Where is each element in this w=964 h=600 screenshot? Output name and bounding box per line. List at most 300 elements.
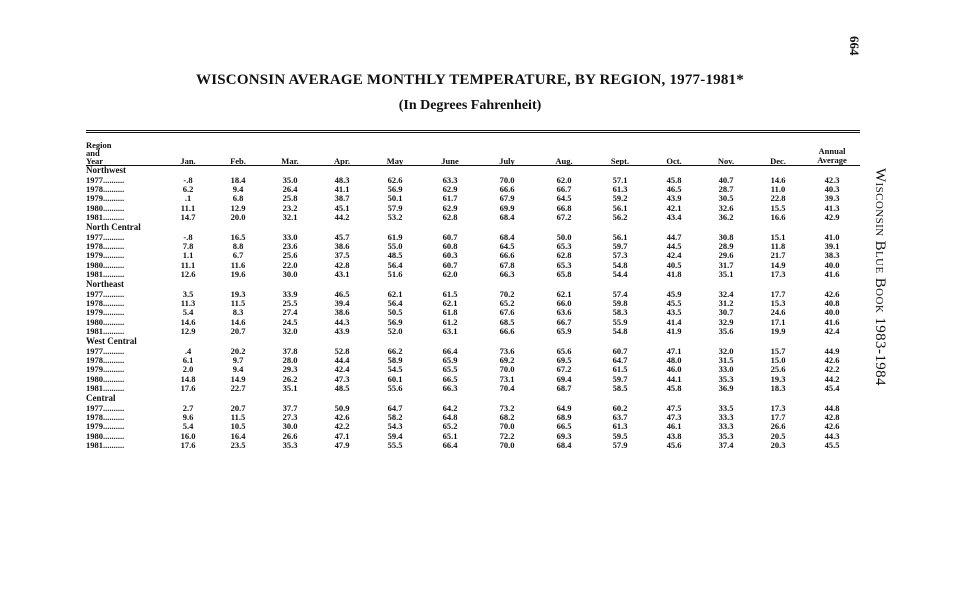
temperature-cell: 50.5 [387, 307, 403, 318]
temperature-cell: 73.2 [499, 402, 515, 413]
temperature-cell: 22.7 [230, 383, 246, 394]
temperature-cell: 54.4 [612, 269, 628, 280]
temperature-cell: 22.0 [282, 259, 298, 270]
year-cell: 1980.......... [86, 202, 125, 213]
annual-average-cell: 44.2 [824, 373, 840, 384]
temperature-cell: 69.4 [556, 373, 572, 384]
temperature-cell: 33.9 [282, 288, 298, 299]
month-header: Sept. [610, 156, 630, 166]
annual-average-cell: 39.1 [824, 241, 840, 252]
temperature-cell: 8.3 [232, 307, 244, 318]
year-cell: 1977.......... [86, 288, 125, 299]
temperature-cell: 14.9 [770, 259, 786, 270]
temperature-cell: 24.5 [282, 316, 298, 327]
temperature-cell: 19.3 [770, 373, 786, 384]
temperature-cell: 58.3 [612, 307, 628, 318]
temperature-cell: 64.2 [442, 402, 458, 413]
temperature-cell: 58.2 [387, 411, 403, 422]
temperature-cell: 72.2 [499, 430, 515, 441]
temperature-cell: 70.0 [499, 440, 515, 451]
table-row [86, 289, 860, 298]
temperature-cell: 66.6 [499, 250, 515, 261]
temperature-cell: 36.2 [718, 212, 734, 223]
running-side-title: Wisconsin Blue Book 1983-1984 [872, 168, 888, 386]
temperature-cell: 57.9 [387, 202, 403, 213]
temperature-cell: 42.6 [334, 411, 350, 422]
temperature-cell: 42.1 [666, 202, 682, 213]
temperature-cell: 9.4 [232, 184, 244, 195]
temperature-cell: 60.7 [612, 345, 628, 356]
year-cell: 1979.......... [86, 421, 125, 432]
temperature-cell: 65.9 [556, 326, 572, 337]
annual-average-cell: 40.3 [824, 184, 840, 195]
temperature-cell: 42.4 [666, 250, 682, 261]
temperature-cell: 26.6 [770, 421, 786, 432]
temperature-cell: 17.1 [770, 316, 786, 327]
temperature-cell: 31.7 [718, 259, 734, 270]
temperature-cell: 21.7 [770, 250, 786, 261]
temperature-cell: 66.3 [499, 269, 515, 280]
temperature-cell: 60.7 [442, 231, 458, 242]
annual-average-cell: 45.4 [824, 383, 840, 394]
temperature-cell: 70.0 [499, 364, 515, 375]
temperature-cell: 19.9 [770, 326, 786, 337]
temperature-cell: 8.8 [232, 241, 244, 252]
temperature-cell: 56.2 [612, 212, 628, 223]
temperature-cell: 62.8 [442, 212, 458, 223]
temperature-cell: 10.5 [230, 421, 246, 432]
temperature-cell: 14.6 [230, 316, 246, 327]
table-title: WISCONSIN AVERAGE MONTHLY TEMPERATURE, BY REGION, 1977-1981* [196, 72, 744, 88]
table-row [86, 213, 860, 222]
temperature-cell: 65.5 [442, 364, 458, 375]
temperature-cell: 23.5 [230, 440, 246, 451]
temperature-cell: 35.1 [282, 383, 298, 394]
temperature-cell: 40.5 [666, 259, 682, 270]
table-row [86, 298, 860, 307]
temperature-cell: 50.9 [334, 402, 350, 413]
temperature-cell: 11.6 [230, 259, 246, 270]
temperature-cell: 68.9 [556, 411, 572, 422]
temperature-cell: 68.7 [556, 383, 572, 394]
temperature-cell: 6.8 [232, 193, 244, 204]
month-header: Apr. [334, 156, 350, 166]
temperature-cell: 46.0 [666, 364, 682, 375]
table-row [86, 270, 860, 279]
table-row [86, 346, 860, 355]
temperature-cell: 62.6 [387, 174, 403, 185]
temperature-cell: 47.5 [666, 402, 682, 413]
temperature-cell: 43.9 [334, 326, 350, 337]
temperature-cell: 64.5 [556, 193, 572, 204]
temperature-cell: 66.4 [442, 345, 458, 356]
temperature-cell: 63.7 [612, 411, 628, 422]
temperature-cell: 20.3 [770, 440, 786, 451]
annual-average-cell: 42.3 [824, 174, 840, 185]
temperature-cell: 45.5 [666, 297, 682, 308]
year-cell: 1981.......... [86, 383, 125, 394]
year-cell: 1977.......... [86, 174, 125, 185]
annual-average-cell: 40.0 [824, 307, 840, 318]
annual-average-cell: 41.6 [824, 316, 840, 327]
temperature-cell: 47.3 [334, 373, 350, 384]
temperature-cell: 18.4 [230, 174, 246, 185]
year-cell: 1977.......... [86, 231, 125, 242]
temperature-cell: 35.3 [282, 440, 298, 451]
year-cell: 1980.......... [86, 430, 125, 441]
table-body [86, 165, 860, 450]
temperature-cell: 30.0 [282, 421, 298, 432]
temperature-cell: 68.4 [499, 212, 515, 223]
year-cell: 1981.......... [86, 269, 125, 280]
temperature-cell: 64.5 [499, 241, 515, 252]
month-header: Oct. [666, 156, 682, 166]
temperature-cell: 67.2 [556, 364, 572, 375]
temperature-cell: 48.5 [334, 383, 350, 394]
temperature-cell: 60.2 [612, 402, 628, 413]
temperature-cell: 11.0 [770, 184, 786, 195]
temperature-cell: 48.0 [666, 354, 682, 365]
year-cell: 1978.......... [86, 241, 125, 252]
temperature-cell: 18.3 [770, 383, 786, 394]
temperature-cell: 66.0 [556, 297, 572, 308]
year-cell: 1981.......... [86, 440, 125, 451]
temperature-cell: 60.1 [387, 373, 403, 384]
temperature-cell: 22.8 [770, 193, 786, 204]
annual-average-cell: 40.0 [824, 259, 840, 270]
temperature-cell: 17.6 [180, 383, 196, 394]
temperature-cell: 15.5 [770, 202, 786, 213]
temperature-cell: 14.6 [770, 174, 786, 185]
month-header: June [441, 156, 459, 166]
temperature-cell: 73.1 [499, 373, 515, 384]
temperature-cell: 56.1 [612, 202, 628, 213]
temperature-cell: 47.1 [334, 430, 350, 441]
temperature-cell: 17.3 [770, 269, 786, 280]
temperature-cell: 33.3 [718, 421, 734, 432]
table-row [86, 326, 860, 335]
temperature-cell: 1.1 [182, 250, 194, 261]
temperature-cell: 45.9 [666, 288, 682, 299]
temperature-cell: 25.6 [282, 250, 298, 261]
temperature-cell: 5.4 [182, 307, 194, 318]
table-row [86, 203, 860, 212]
temperature-cell: 62.0 [556, 174, 572, 185]
temperature-cell: 46.5 [334, 288, 350, 299]
temperature-cell: 45.7 [334, 231, 350, 242]
temperature-cell: 53.2 [387, 212, 403, 223]
temperature-cell: 54.8 [612, 326, 628, 337]
temperature-cell: 39.4 [334, 297, 350, 308]
temperature-cell: 14.8 [180, 373, 196, 384]
annual-average-cell: 42.8 [824, 411, 840, 422]
temperature-cell: 44.7 [666, 231, 682, 242]
temperature-cell: 11.3 [180, 297, 196, 308]
table-row [86, 403, 860, 412]
temperature-cell: 30.5 [718, 193, 734, 204]
temperature-cell: 23.6 [282, 241, 298, 252]
temperature-cell: 30.7 [718, 307, 734, 318]
year-cell: 1981.......... [86, 326, 125, 337]
temperature-cell: 28.9 [718, 241, 734, 252]
temperature-cell: 59.2 [612, 193, 628, 204]
temperature-cell: 5.4 [182, 421, 194, 432]
temperature-cell: 17.7 [770, 288, 786, 299]
temperature-cell: 62.9 [442, 202, 458, 213]
temperature-cell: 14.7 [180, 212, 196, 223]
year-cell: 1978.......... [86, 297, 125, 308]
temperature-cell: 32.9 [718, 316, 734, 327]
temperature-cell: 33.5 [718, 402, 734, 413]
temperature-cell: 35.1 [718, 269, 734, 280]
temperature-cell: 29.6 [718, 250, 734, 261]
temperature-cell: 11.8 [770, 241, 786, 252]
year-cell: 1980.......... [86, 373, 125, 384]
temperature-cell: 65.3 [556, 259, 572, 270]
temperature-cell: 37.7 [282, 402, 298, 413]
temperature-cell: 65.8 [556, 269, 572, 280]
temperature-cell: 44.5 [666, 241, 682, 252]
temperature-cell: 64.7 [387, 402, 403, 413]
temperature-cell: 65.9 [442, 354, 458, 365]
temperature-cell: 66.5 [442, 373, 458, 384]
table-row [86, 194, 860, 203]
temperature-cell: 61.2 [442, 316, 458, 327]
temperature-cell: 41.8 [666, 269, 682, 280]
temperature-cell: 59.7 [612, 241, 628, 252]
temperature-cell: 56.1 [612, 231, 628, 242]
temperature-cell: 11.5 [230, 411, 246, 422]
year-cell: 1981.......... [86, 212, 125, 223]
temperature-cell: 19.6 [230, 269, 246, 280]
temperature-cell: 32.6 [718, 202, 734, 213]
temperature-cell: 30.8 [718, 231, 734, 242]
temperature-cell: 64.7 [612, 354, 628, 365]
temperature-cell: 47.9 [334, 440, 350, 451]
temperature-cell: 44.1 [666, 373, 682, 384]
table-row [86, 355, 860, 364]
temperature-cell: 67.9 [499, 193, 515, 204]
temperature-cell: 16.4 [230, 430, 246, 441]
temperature-cell: 15.1 [770, 231, 786, 242]
temperature-cell: 58.5 [612, 383, 628, 394]
temperature-cell: 65.3 [556, 241, 572, 252]
temperature-cell: 62.0 [442, 269, 458, 280]
annual-average-cell: 40.8 [824, 297, 840, 308]
temperature-cell: 15.7 [770, 345, 786, 356]
temperature-cell: 2.7 [182, 402, 194, 413]
temperature-cell: 38.6 [334, 241, 350, 252]
temperature-cell: 63.3 [442, 174, 458, 185]
temperature-cell: 20.5 [770, 430, 786, 441]
region-name: Northeast [86, 278, 124, 289]
temperature-cell: 66.5 [556, 421, 572, 432]
annual-average-cell: 44.8 [824, 402, 840, 413]
temperature-cell: 70.0 [499, 421, 515, 432]
year-cell: 1979.......... [86, 193, 125, 204]
region-row [86, 165, 860, 175]
temperature-cell: 6.2 [182, 184, 194, 195]
temperature-cell: 61.9 [387, 231, 403, 242]
month-header: Feb. [230, 156, 246, 166]
temperature-cell: 42.8 [334, 259, 350, 270]
temperature-cell: 66.2 [387, 345, 403, 356]
temperature-cell: 68.5 [499, 316, 515, 327]
temperature-cell: 65.6 [556, 345, 572, 356]
temperature-cell: 64.9 [556, 402, 572, 413]
temperature-cell: 11.1 [180, 259, 196, 270]
temperature-cell: 54.8 [612, 259, 628, 270]
temperature-cell: 52.0 [387, 326, 403, 337]
temperature-cell: 26.4 [282, 184, 298, 195]
temperature-cell: 47.3 [666, 411, 682, 422]
temperature-cell: 56.9 [387, 316, 403, 327]
temperature-cell: 45.6 [666, 440, 682, 451]
table-row [86, 374, 860, 383]
annual-average-cell: 41.6 [824, 269, 840, 280]
year-cell: 1980.......... [86, 259, 125, 270]
temperature-cell: 69.3 [556, 430, 572, 441]
temperature-cell: 55.5 [387, 440, 403, 451]
table-row [86, 383, 860, 392]
temperature-cell: 35.3 [718, 373, 734, 384]
page-number: 664 [847, 36, 862, 56]
temperature-cell: 67.2 [556, 212, 572, 223]
table-row [86, 365, 860, 374]
annual-average-cell: 42.6 [824, 421, 840, 432]
annual-average-cell: 42.6 [824, 354, 840, 365]
header-line: Average [817, 155, 847, 165]
table-row [86, 260, 860, 269]
month-header: July [499, 156, 515, 166]
temperature-cell: 31.5 [718, 354, 734, 365]
temperature-cell: 70.0 [499, 174, 515, 185]
region-row [86, 393, 860, 403]
temperature-cell: 25.6 [770, 364, 786, 375]
temperature-cell: .1 [184, 193, 192, 204]
temperature-cell: 50.1 [387, 193, 403, 204]
temperature-cell: 38.6 [334, 307, 350, 318]
temperature-cell: 37.5 [334, 250, 350, 261]
temperature-cell: 15.3 [770, 297, 786, 308]
temperature-cell: 33.0 [282, 231, 298, 242]
annual-average-cell: 45.5 [824, 440, 840, 451]
temperature-cell: 11.1 [180, 202, 196, 213]
region-row [86, 279, 860, 289]
temperature-cell: 41.1 [334, 184, 350, 195]
year-cell: 1979.......... [86, 364, 125, 375]
temperature-cell: 16.6 [770, 212, 786, 223]
temperature-cell: 59.4 [387, 430, 403, 441]
temperature-cell: 56.9 [387, 184, 403, 195]
temperature-cell: 7.8 [182, 241, 194, 252]
table-row [86, 412, 860, 421]
temperature-cell: 57.1 [612, 174, 628, 185]
temperature-cell: 60.8 [442, 241, 458, 252]
temperature-cell: 65.2 [499, 297, 515, 308]
header-line: Region [86, 140, 112, 150]
temperature-cell: 62.1 [442, 297, 458, 308]
region-name: Central [86, 392, 116, 403]
month-header: May [386, 156, 404, 166]
temperature-cell: 9.6 [182, 411, 194, 422]
temperature-cell: 64.8 [442, 411, 458, 422]
temperature-cell: 31.2 [718, 297, 734, 308]
table-row [86, 317, 860, 326]
annual-average-cell: 42.9 [824, 212, 840, 223]
temperature-cell: 33.0 [718, 364, 734, 375]
temperature-cell: 29.3 [282, 364, 298, 375]
temperature-cell: 2.0 [182, 364, 194, 375]
temperature-cell: 60.3 [442, 250, 458, 261]
temperature-cell: 12.9 [180, 326, 196, 337]
temperature-cell: 20.0 [230, 212, 246, 223]
temperature-cell: 26.2 [282, 373, 298, 384]
region-name: Northwest [86, 165, 126, 175]
temperature-cell: 67.8 [499, 259, 515, 270]
temperature-cell: 54.5 [387, 364, 403, 375]
temperature-cell: 44.2 [334, 212, 350, 223]
table-row [86, 184, 860, 193]
temperature-cell: 56.4 [387, 259, 403, 270]
temperature-cell: 37.8 [282, 345, 298, 356]
temperature-cell: 66.6 [499, 326, 515, 337]
temperature-cell: 23.2 [282, 202, 298, 213]
temperature-cell: 40.7 [718, 174, 734, 185]
temperature-cell: 55.9 [612, 316, 628, 327]
table-row [86, 241, 860, 250]
month-header: Jan. [180, 156, 196, 166]
temperature-cell: 9.4 [232, 364, 244, 375]
annual-average-header [804, 132, 860, 165]
temperature-cell: 67.6 [499, 307, 515, 318]
temperature-cell: 41.4 [666, 316, 682, 327]
temperature-cell: 65.2 [442, 421, 458, 432]
temperature-cell: 17.7 [770, 411, 786, 422]
year-cell: 1977.......... [86, 402, 125, 413]
temperature-cell: 54.3 [387, 421, 403, 432]
month-header: Nov. [717, 156, 735, 166]
temperature-cell: 26.6 [282, 430, 298, 441]
temperature-table [86, 132, 860, 450]
temperature-cell: 32.4 [718, 288, 734, 299]
annual-average-cell: 38.3 [824, 250, 840, 261]
temperature-cell: 62.1 [387, 288, 403, 299]
temperature-cell: 48.3 [334, 174, 350, 185]
year-cell: 1979.......... [86, 307, 125, 318]
temperature-cell: 66.3 [442, 383, 458, 394]
temperature-cell: 45.8 [666, 174, 682, 185]
temperature-cell: 3.5 [182, 288, 194, 299]
temperature-cell: 37.4 [718, 440, 734, 451]
table-row [86, 251, 860, 260]
temperature-cell: 46.5 [666, 184, 682, 195]
temperature-cell: 66.6 [499, 184, 515, 195]
temperature-cell: 46.1 [666, 421, 682, 432]
temperature-cell: 19.3 [230, 288, 246, 299]
temperature-cell: 35.6 [718, 326, 734, 337]
temperature-cell: 52.8 [334, 345, 350, 356]
temperature-cell: 24.6 [770, 307, 786, 318]
year-cell: 1977.......... [86, 345, 125, 356]
annual-average-cell: 41.0 [824, 231, 840, 242]
temperature-cell: 14.9 [230, 373, 246, 384]
temperature-cell: 61.5 [612, 364, 628, 375]
temperature-cell: 61.3 [612, 421, 628, 432]
table-row [86, 308, 860, 317]
temperature-cell: 43.1 [334, 269, 350, 280]
temperature-cell: 68.4 [556, 440, 572, 451]
